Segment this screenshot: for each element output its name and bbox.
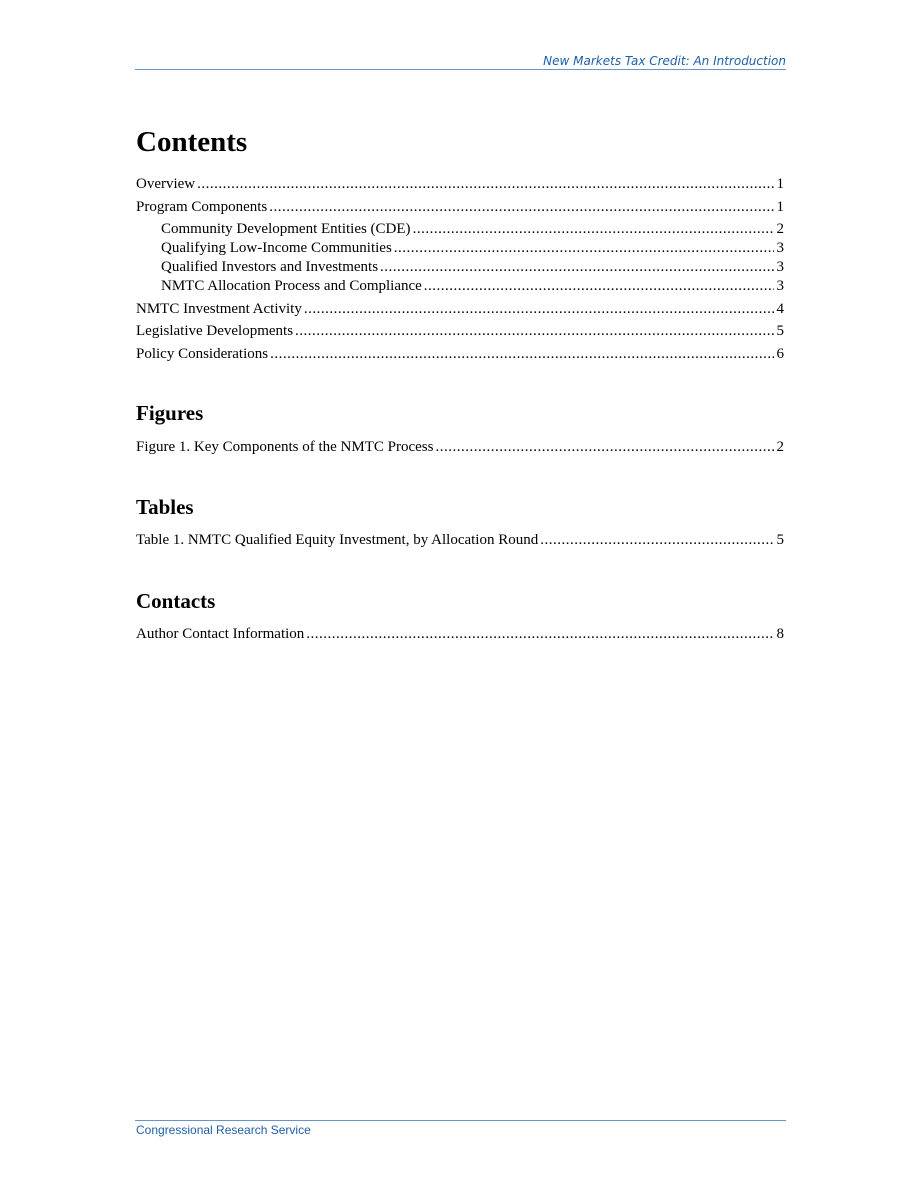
leader-dots bbox=[269, 197, 773, 217]
leader-dots bbox=[413, 219, 774, 239]
toc-entry-title: Author Contact Information bbox=[136, 626, 305, 642]
toc-entry-table-1[interactable] bbox=[136, 530, 784, 550]
toc-entry-investment-activity[interactable] bbox=[136, 299, 784, 319]
toc-entry-title: Community Development Entities (CDE) bbox=[161, 221, 411, 237]
leader-dots bbox=[424, 276, 774, 296]
toc-entry-page: 2 bbox=[776, 221, 784, 237]
tables-heading: Tables bbox=[136, 495, 194, 519]
toc-entry-title: Qualifying Low-Income Communities bbox=[161, 240, 392, 256]
toc-entry-figure-1[interactable] bbox=[136, 437, 784, 457]
toc-entry-overview[interactable] bbox=[136, 174, 784, 194]
toc-entry-legislative-developments[interactable] bbox=[136, 321, 784, 341]
toc-entry-title: NMTC Investment Activity bbox=[136, 301, 302, 317]
contents-heading: Contents bbox=[136, 126, 248, 158]
toc-entry-title: Figure 1. Key Components of the NMTC Process bbox=[136, 439, 434, 455]
toc-entry-page: 2 bbox=[776, 439, 784, 455]
toc-entry-title: Table 1. NMTC Qualified Equity Investment, by Allocation Round bbox=[136, 532, 539, 548]
header-rule bbox=[135, 69, 786, 70]
toc-entry-page: 1 bbox=[776, 176, 784, 192]
toc-entry-page: 8 bbox=[776, 626, 784, 642]
toc-entry-page: 3 bbox=[776, 278, 784, 294]
toc-entry-title: Program Components bbox=[136, 199, 268, 215]
leader-dots bbox=[295, 321, 773, 341]
leader-dots bbox=[197, 174, 773, 194]
running-header: New Markets Tax Credit: An Introduction bbox=[543, 54, 786, 68]
toc-entry-allocation-process[interactable] bbox=[161, 276, 784, 296]
contacts-heading: Contacts bbox=[136, 589, 216, 613]
toc-entry-title: NMTC Allocation Process and Compliance bbox=[161, 278, 422, 294]
toc-entry-page: 5 bbox=[776, 323, 784, 339]
toc-entry-author-contact[interactable] bbox=[136, 624, 784, 644]
toc-entry-page: 5 bbox=[776, 532, 784, 548]
toc-entry-page: 3 bbox=[776, 240, 784, 256]
leader-dots bbox=[435, 437, 773, 457]
figures-heading: Figures bbox=[136, 401, 204, 425]
toc-entry-title: Overview bbox=[136, 176, 196, 192]
toc-entry-page: 6 bbox=[776, 346, 784, 362]
toc-entry-page: 4 bbox=[776, 301, 784, 317]
leader-dots bbox=[304, 299, 774, 319]
toc-entry-title: Policy Considerations bbox=[136, 346, 269, 362]
toc-entry-cde[interactable] bbox=[161, 219, 784, 239]
toc-entry-page: 1 bbox=[776, 199, 784, 215]
toc-entry-page: 3 bbox=[776, 259, 784, 275]
leader-dots bbox=[540, 530, 773, 550]
toc-entry-policy-considerations[interactable] bbox=[136, 344, 784, 364]
leader-dots bbox=[394, 238, 774, 258]
toc-entry-title: Legislative Developments bbox=[136, 323, 294, 339]
toc-entry-program-components[interactable] bbox=[136, 197, 784, 217]
leader-dots bbox=[270, 344, 773, 364]
leader-dots bbox=[380, 257, 773, 277]
running-footer: Congressional Research Service bbox=[136, 1123, 311, 1137]
footer-rule bbox=[135, 1120, 786, 1121]
toc-entry-low-income-communities[interactable] bbox=[161, 238, 784, 258]
leader-dots bbox=[306, 624, 773, 644]
toc-entry-qualified-investors[interactable] bbox=[161, 257, 784, 277]
toc-entry-title: Qualified Investors and Investments bbox=[161, 259, 379, 275]
